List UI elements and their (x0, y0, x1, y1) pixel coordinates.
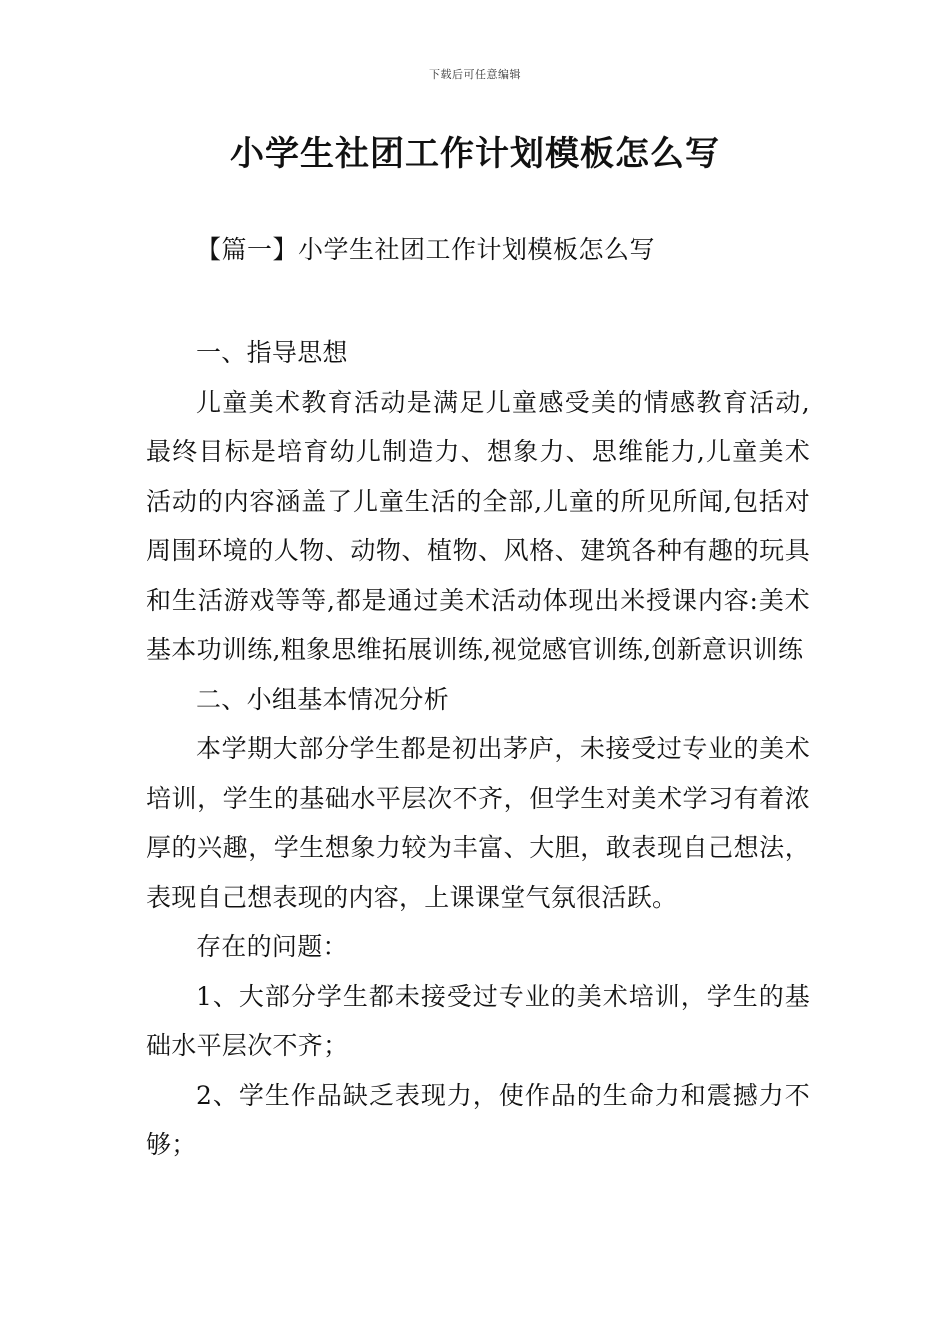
heading-guiding-ideology: 一、指导思想 (196, 338, 348, 367)
document-body (146, 328, 810, 1170)
section-heading: 【篇一】小学生社团工作计划模板怎么写 (196, 235, 656, 264)
paragraph-group-analysis: 本学期大部分学生都是初出茅庐，未接受过专业的美术培训，学生的基础水平层次不齐，但学生对美术学习有着浓厚的兴趣，学生想象力较为丰富、大胆，敢表现自己想法，表现自己想表现的内容，上课课堂气氛很活跃。 (146, 734, 810, 912)
heading-existing-problems: 存在的问题： (196, 932, 348, 961)
header-note: 下载后可任意编辑 (429, 68, 521, 81)
paragraph-guiding-ideology: 儿童美术教育活动是满足儿童感受美的情感教育活动,最终目标是培育幼儿制造力、想象力、思维能力,儿童美术活动的内容涵盖了儿童生活的全部,儿童的所见所闻,包括对周围环境的人物、动物、植物、风格、建筑各种有趣的玩具和生活游戏等等,都是通过美术活动体现出米授课内容:美术基本功训练,粗象思维拓展训练,视觉感官训练,创新意识训练 (146, 387, 810, 664)
problem-item-2: 2、学生作品缺乏表现力，使作品的生命力和震撼力不够； (146, 1080, 810, 1159)
document-title: 小学生社团工作计划模板怎么写 (230, 134, 720, 174)
heading-group-analysis: 二、小组基本情况分析 (196, 684, 450, 714)
problem-item-1: 1、大部分学生都未接受过专业的美术培训，学生的基础水平层次不齐； (146, 981, 810, 1060)
